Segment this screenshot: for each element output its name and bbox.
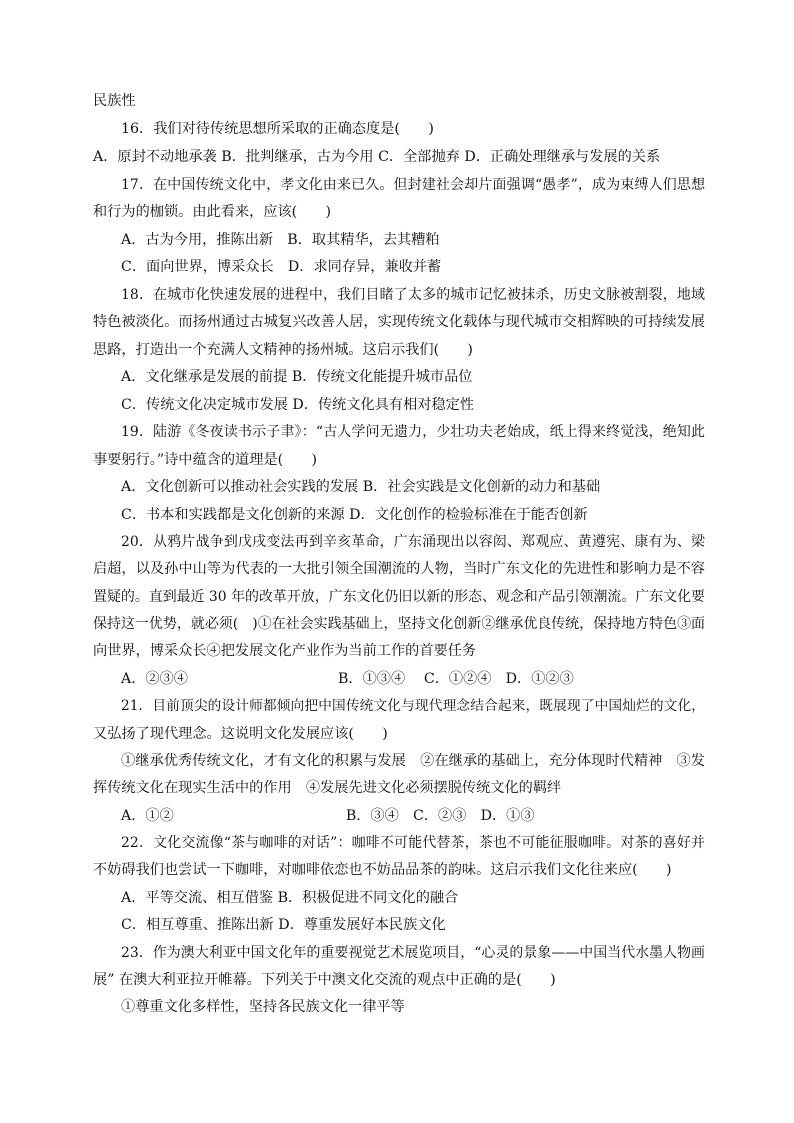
question-16-options: A．原封不动地承袭 B．批判继承，古为今用 C．全部抛弃 D．正确处理继承与发展的关系	[93, 149, 661, 165]
question-16: 16．我们对待传统思想所采取的正确态度是( )	[121, 121, 434, 137]
option-a: A．②③④	[121, 671, 188, 687]
question-17-options-ab: A．古为今用，推陈出新 B．取其精华，去其糟粕	[121, 232, 440, 248]
question-17-options-cd: C．面向世界，博采众长 D．求同存异，兼收并蓄	[121, 259, 442, 275]
question-18-options-ab: A．文化继承是发展的前提 B．传统文化能提升城市品位	[121, 369, 473, 385]
question-22: 22．文化交流像“茶与咖啡的对话”：咖啡不可能代替茶，茶也不可能征服咖啡。对茶的喜好并	[121, 835, 705, 851]
question-22-options-ab: A．平等交流、相互借鉴 B．积极促进不同文化的融合	[121, 890, 459, 906]
text-line: 和行为的枷锁。由此看来，应该( )	[93, 204, 332, 220]
text-line: 特色被淡化。而扬州通过古城复兴改善人居，实现传统文化载体与现代城市交相辉映的可持续发展	[93, 314, 705, 330]
text-line: 民族性	[93, 93, 136, 109]
text-line: 置疑的。直到最近 30 年的改革开放，广东文化仍旧以新的形态、观念和产品引领潮流。广东文化要	[93, 589, 705, 605]
question-20: 20．从鸦片战争到戊戌变法再到辛亥革命，广东涌现出以容闳、郑观应、黄遵宪、康有为、梁	[121, 534, 705, 550]
question-18: 18．在城市化快速发展的进程中，我们目睹了太多的城市记忆被抹杀，历史文脉被割裂，地域	[121, 287, 705, 303]
text-line: 保持这一优势，就必须( )①在社会实践基础上，坚持文化创新②继承优良传统，保持地方特色③面	[93, 616, 705, 632]
text-line: 事要躬行。”诗中蕴含的道理是( )	[93, 452, 318, 468]
text-line: 又弘扬了现代理念。这说明文化发展应该( )	[93, 726, 388, 742]
question-21-options	[121, 803, 733, 830]
text-line: 思路，打造出一个充满人文精神的扬州城。这启示我们( )	[93, 342, 473, 358]
question-21: 21．目前顶尖的设计师都倾向把中国传统文化与现代理念结合起来，既展现了中国灿烂的文化，	[121, 698, 705, 714]
question-19-options-ab: A．文化创新可以推动社会实践的发展 B．社会实践是文化创新的动力和基础	[121, 479, 601, 495]
question-20-options	[121, 666, 733, 693]
option-a: A．①②	[121, 808, 174, 824]
text-line: 不妨碍我们也尝试一下咖啡，对咖啡依恋也不妨品品茶的韵味。这启示我们文化往来应( )	[93, 862, 672, 878]
options-bcd: B．①③④ C．①②④ D．①②③	[338, 671, 574, 687]
question-21-statements: ①继承优秀传统文化，才有文化的积累与发展 ②在继承的基础上，充分体现时代精神 ③发	[121, 753, 705, 769]
question-22-options-cd: C．相互尊重、推陈出新 D．尊重发展好本民族文化	[121, 917, 446, 933]
question-18-options-cd: C．传统文化决定城市发展 D．传统文化具有相对稳定性	[121, 397, 475, 413]
text-line: 挥传统文化在现实生活中的作用 ④发展先进文化必须摆脱传统文化的羁绊	[93, 780, 562, 796]
question-23-statement: ①尊重文化多样性，坚持各民族文化一律平等	[121, 999, 405, 1015]
text-line: 向世界，博采众长④把发展文化产业作为当前工作的首要任务	[93, 643, 477, 659]
question-19: 19．陆游《冬夜读书示子聿》：“古人学问无遗力，少壮功夫老始成，纸上得来终觉浅，绝知此	[121, 424, 705, 440]
question-17: 17．在中国传统文化中，孝文化由来已久。但封建社会却片面强调“愚孝”，成为束缚人们思想	[121, 177, 705, 193]
question-19-options-cd: C．书本和实践都是文化创新的来源 D．文化创作的检验标准在于能否创新	[121, 507, 588, 523]
text-line: 启超，以及孙中山等为代表的一大批引领全国潮流的人物，当时广东文化的先进性和影响力是不容	[93, 561, 705, 577]
question-23: 23．作为澳大利亚中国文化年的重要视觉艺术展览项目，“心灵的景象——中国当代水墨人物画	[121, 945, 705, 961]
options-bcd: B．③④ C．②③ D．①③	[345, 808, 535, 824]
text-line: 展” 在澳大利亚拉开帷幕。下列关于中澳文化交流的观点中正确的是( )	[93, 972, 556, 988]
